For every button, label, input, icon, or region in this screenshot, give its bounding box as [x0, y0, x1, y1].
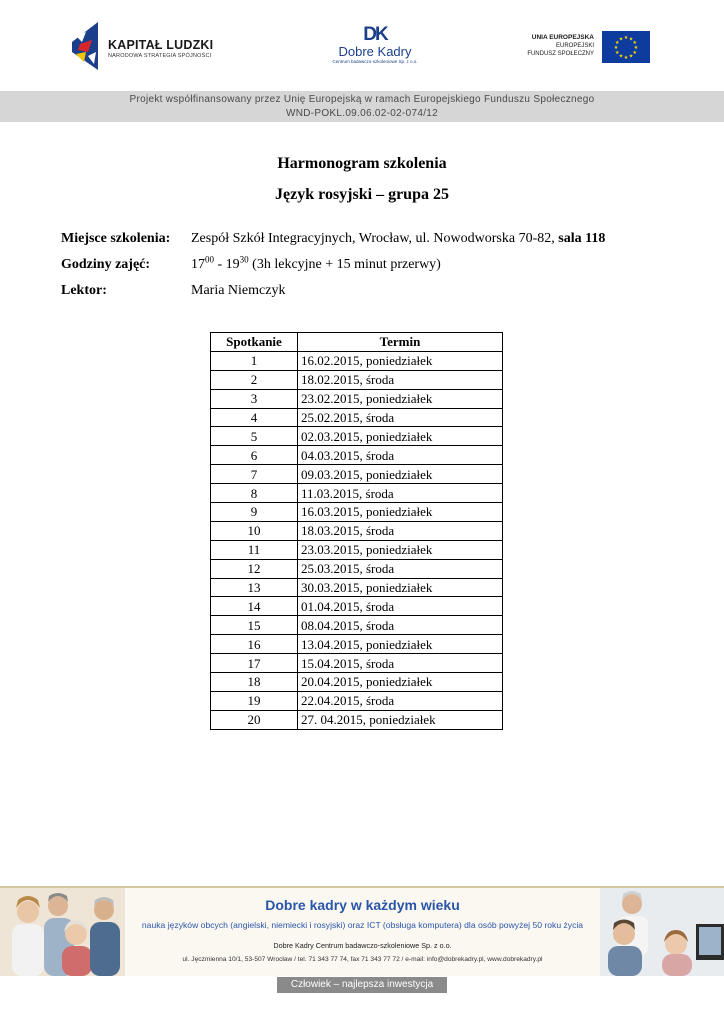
- kapital-ludzki-logo: [72, 22, 222, 72]
- meeting-date: 25.03.2015, środa: [298, 559, 503, 578]
- meeting-number: 13: [211, 578, 298, 597]
- eu-line-2: EUROPEJSKI: [555, 43, 594, 49]
- place-address: Zespół Szkół Integracyjnych, Wrocław, ul. Nowodworska 70-82,: [191, 231, 555, 246]
- meeting-number: 3: [211, 389, 298, 408]
- table-row: [211, 654, 503, 673]
- hours-sep: -: [214, 257, 226, 272]
- eu-line-3: FUNDUSZ SPOŁECZNY: [527, 51, 594, 57]
- footer-description: nauka języków obcych (angielski, niemiecki i rosyjski) oraz ICT (obsługa komputera) dla osób powyżej 50 roku życia: [141, 920, 584, 930]
- hours-value: [191, 254, 441, 273]
- table-row: [211, 597, 503, 616]
- meeting-number: 19: [211, 691, 298, 710]
- meeting-number: 16: [211, 635, 298, 654]
- svg-text:★: ★: [628, 53, 634, 60]
- meeting-date: 04.03.2015, środa: [298, 446, 503, 465]
- project-band-line-1: Projekt współfinansowany przez Unię Europejską w ramach Europejskiego Funduszu Społecznego: [129, 94, 595, 105]
- schedule-body: [211, 351, 503, 729]
- dobre-kadry-mark-icon: [349, 24, 401, 44]
- seniors-photo-left: [0, 888, 125, 976]
- kapital-ludzki-emblem-icon: [72, 22, 98, 70]
- meeting-date: 16.02.2015, poniedziałek: [298, 351, 503, 370]
- meeting-number: 6: [211, 446, 298, 465]
- table-row: [211, 673, 503, 692]
- table-row: [211, 635, 503, 654]
- svg-text:★: ★: [613, 45, 619, 51]
- table-row: [211, 351, 503, 370]
- meeting-date: 02.03.2015, poniedziałek: [298, 427, 503, 446]
- kapital-ludzki-subtitle: NARODOWA STRATEGIA SPÓJNOŚCI: [108, 53, 212, 59]
- seniors-photo-right: [600, 888, 724, 976]
- meeting-number: 12: [211, 559, 298, 578]
- table-row: [211, 691, 503, 710]
- footer-company: Dobre Kadry Centrum badawczo-szkoleniowe Sp. z o.o.: [273, 941, 452, 950]
- meeting-number: 2: [211, 370, 298, 389]
- hours-note: (3h lekcyjne + 15 minut przerwy): [248, 257, 441, 272]
- svg-text:★: ★: [618, 53, 624, 60]
- table-row: [211, 484, 503, 503]
- footer-title: Dobre kadry w każdym wieku: [265, 897, 460, 913]
- schedule-table: [210, 332, 503, 730]
- kapital-ludzki-title: KAPITAŁ LUDZKI: [108, 38, 214, 52]
- meeting-number: 18: [211, 673, 298, 692]
- meeting-date: 23.03.2015, poniedziałek: [298, 540, 503, 559]
- meeting-date: 20.04.2015, poniedziałek: [298, 673, 503, 692]
- meeting-number: 8: [211, 484, 298, 503]
- meeting-number: 17: [211, 654, 298, 673]
- meeting-date: 11.03.2015, środa: [298, 484, 503, 503]
- meeting-date: 09.03.2015, poniedziałek: [298, 465, 503, 484]
- svg-text:★: ★: [618, 36, 624, 43]
- svg-text:★: ★: [632, 40, 637, 46]
- table-row: [211, 408, 503, 427]
- place-room: sala 118: [558, 231, 606, 246]
- meeting-date: 16.03.2015, poniedziałek: [298, 503, 503, 522]
- svg-text:★: ★: [632, 50, 637, 56]
- dobre-kadry-title: Dobre Kadry: [338, 44, 412, 59]
- eu-flag-icon: [602, 31, 650, 63]
- hours-start: 17: [191, 257, 205, 272]
- svg-text:★: ★: [615, 40, 620, 46]
- eu-text: [527, 33, 594, 58]
- table-header-row: [211, 333, 503, 352]
- svg-text:★: ★: [623, 55, 629, 61]
- meeting-date: 15.04.2015, środa: [298, 654, 503, 673]
- table-row: [211, 578, 503, 597]
- meeting-number: 1: [211, 351, 298, 370]
- table-row: [211, 559, 503, 578]
- meeting-number: 20: [211, 710, 298, 729]
- table-row: [211, 389, 503, 408]
- dobre-kadry-subtitle: Centrum badawczo-szkoleniowe Sp. z o.o.: [332, 59, 418, 64]
- seniors-computer-icon: [600, 888, 724, 976]
- table-row: [211, 710, 503, 729]
- meeting-number: 4: [211, 408, 298, 427]
- meeting-number: 14: [211, 597, 298, 616]
- svg-text:★: ★: [628, 36, 634, 43]
- meeting-number: 11: [211, 540, 298, 559]
- hours-label: Godziny zajęć:: [61, 257, 151, 272]
- dobre-kadry-mark-text: DK: [363, 24, 387, 45]
- meeting-date: 22.04.2015, środa: [298, 691, 503, 710]
- meeting-number: 9: [211, 503, 298, 522]
- meeting-number: 15: [211, 616, 298, 635]
- dobre-kadry-logo: [325, 24, 425, 68]
- meeting-date: 18.02.2015, środa: [298, 370, 503, 389]
- table-row: [211, 465, 503, 484]
- meeting-number: 10: [211, 521, 298, 540]
- seniors-group-icon: [0, 888, 125, 976]
- eu-logo: [520, 28, 652, 66]
- table-row: [211, 616, 503, 635]
- meeting-date: 13.04.2015, poniedziałek: [298, 635, 503, 654]
- hours-end: 19: [225, 257, 240, 272]
- meeting-date: 23.02.2015, poniedziałek: [298, 389, 503, 408]
- table-row: [211, 370, 503, 389]
- lecturer-label: Lektor:: [61, 283, 107, 298]
- hours-end-min: 30: [239, 254, 249, 265]
- meeting-date: 30.03.2015, poniedziałek: [298, 578, 503, 597]
- document-title: Harmonogram szkolenia: [277, 155, 447, 172]
- table-row: [211, 446, 503, 465]
- place-value: [191, 231, 605, 247]
- meeting-date: 27. 04.2015, poniedziałek: [298, 710, 503, 729]
- eu-line-1: UNIA EUROPEJSKA: [531, 34, 594, 41]
- hours-start-min: 00: [205, 254, 214, 265]
- document-subtitle: Język rosyjski – grupa 25: [275, 186, 449, 203]
- meeting-date: 18.03.2015, środa: [298, 521, 503, 540]
- project-band-line-2: WND-POKL.09.06.02-02-074/12: [285, 108, 439, 119]
- meeting-number: 5: [211, 427, 298, 446]
- header-date: Termin: [298, 333, 503, 352]
- meeting-number: 7: [211, 465, 298, 484]
- slogan-text: Człowiek – najlepsza inwestycja: [290, 979, 434, 990]
- table-row: [211, 503, 503, 522]
- meeting-date: 01.04.2015, środa: [298, 597, 503, 616]
- svg-text:★: ★: [615, 50, 620, 56]
- table-row: [211, 427, 503, 446]
- place-label: Miejsce szkolenia:: [61, 231, 171, 246]
- svg-text:★: ★: [633, 45, 639, 51]
- table-row: [211, 521, 503, 540]
- lecturer-value: Maria Niemczyk: [191, 283, 286, 298]
- footer-contact: ul. Jęczmienna 10/1, 53-507 Wrocław / tel. 71 343 77 74, fax 71 343 77 72 / e-mail: info@dobrekadry.pl, www.dobrekadry.pl: [182, 956, 543, 963]
- svg-text:★: ★: [623, 35, 629, 41]
- meeting-date: 25.02.2015, środa: [298, 408, 503, 427]
- meeting-date: 08.04.2015, środa: [298, 616, 503, 635]
- table-row: [211, 540, 503, 559]
- header-meeting: Spotkanie: [211, 333, 298, 352]
